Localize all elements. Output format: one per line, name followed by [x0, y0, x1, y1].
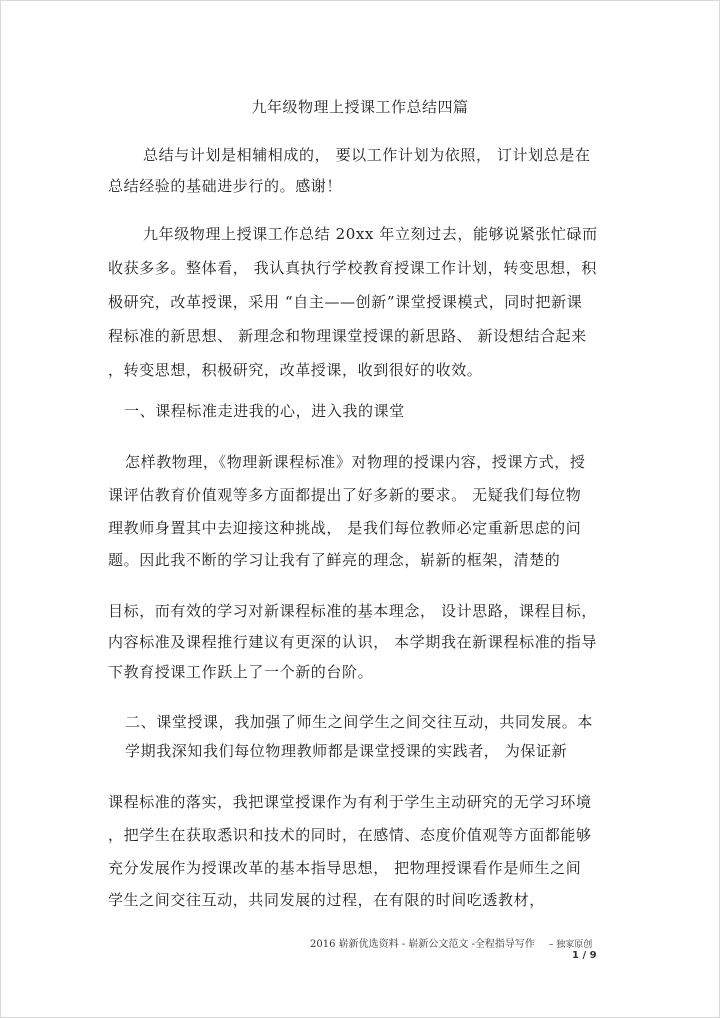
paragraph-2-line-1: 怎样教物理，《物理新课程标准》对物理的授课内容，授课方式，授: [125, 453, 586, 471]
document-title: 九年级物理上授课工作总结四篇: [251, 98, 469, 116]
paragraph-4-line-4: 学生之间交往互动，共同发展的过程，在有限的时间吃透教材，: [108, 891, 545, 909]
paragraph-2-line-4: 题。因此我不断的学习让我有了鲜亮的理念，崭新的框架，清楚的: [108, 551, 561, 569]
page-footer: [310, 935, 592, 950]
paragraph-1-line-2: 收获多多。整体看， 我认真执行学校教育授课工作计划，转变思想，积: [108, 259, 597, 277]
paragraph-4-line-2: ，把学生在获取悉识和技术的同时，在感情、态度价值观等方面都能够: [108, 826, 592, 844]
paragraph-3-line-3: 下教育授课工作跃上了一个新的台阶。: [108, 663, 374, 681]
page-number: 1 / 9: [572, 950, 597, 961]
intro-line-1: 总结与计划是相辅相成的， 要以工作计划为依照， 订计划总是在: [143, 146, 591, 164]
paragraph-4-line-3: 充分发展作为授课改革的基本指导思想， 把物理授课看作是师生之间: [108, 859, 582, 877]
paragraph-1-line-5: ，转变思想，积极研究，改革授课，收到很好的收效。: [108, 361, 483, 379]
section-heading-2-line-1: 二、课堂授课，我加强了师生之间学生之间交往互动，共同发展。本: [125, 713, 594, 731]
paragraph-3-line-1: 目标，而有效的学习对新课程标准的基本理念， 设计思路，课程目标，: [108, 602, 597, 620]
paragraph-4-line-1: 课程标准的落实，我把课堂授课作为有利于学生主动研究的无学习环境: [108, 793, 592, 811]
footer-text: 2016 崭新优选资料 - 崭新公文范文 -全程指导写作: [310, 939, 535, 950]
section-heading-2-line-2: 学期我深知我们每位物理教师都是课堂授课的实践者， 为保证新: [125, 742, 568, 760]
footer-right-text: – 独家原创: [548, 940, 593, 950]
paragraph-1-line-4: 程标准的新思想、 新理念和物理课堂授课的新思路、 新设想结合起来: [108, 327, 587, 345]
paragraph-1-line-3: 极研究，改革授课，采用 “自主——创新”课堂授课模式，同时把新课: [108, 293, 583, 311]
paragraph-1-line-1: 九年级物理上授课工作总结 20xx 年立刻过去，能够说紧张忙碌而: [143, 225, 598, 243]
paragraph-3-line-2: 内容标准及课程推行建议有更深的认识， 本学期我在新课程标准的指导: [108, 633, 597, 651]
paragraph-2-line-3: 理教师身置其中去迎接这种挑战， 是我们每位教师必定重新思虑的问: [108, 519, 582, 537]
paragraph-2-line-2: 课评估教育价值观等多方面都提出了好多新的要求。 无疑我们每位物: [108, 486, 582, 504]
section-heading-1: 一、课程标准走进我的心，进入我的课堂: [124, 402, 405, 420]
intro-line-2: 总结经验的基础进步行的。感谢！: [108, 177, 343, 195]
